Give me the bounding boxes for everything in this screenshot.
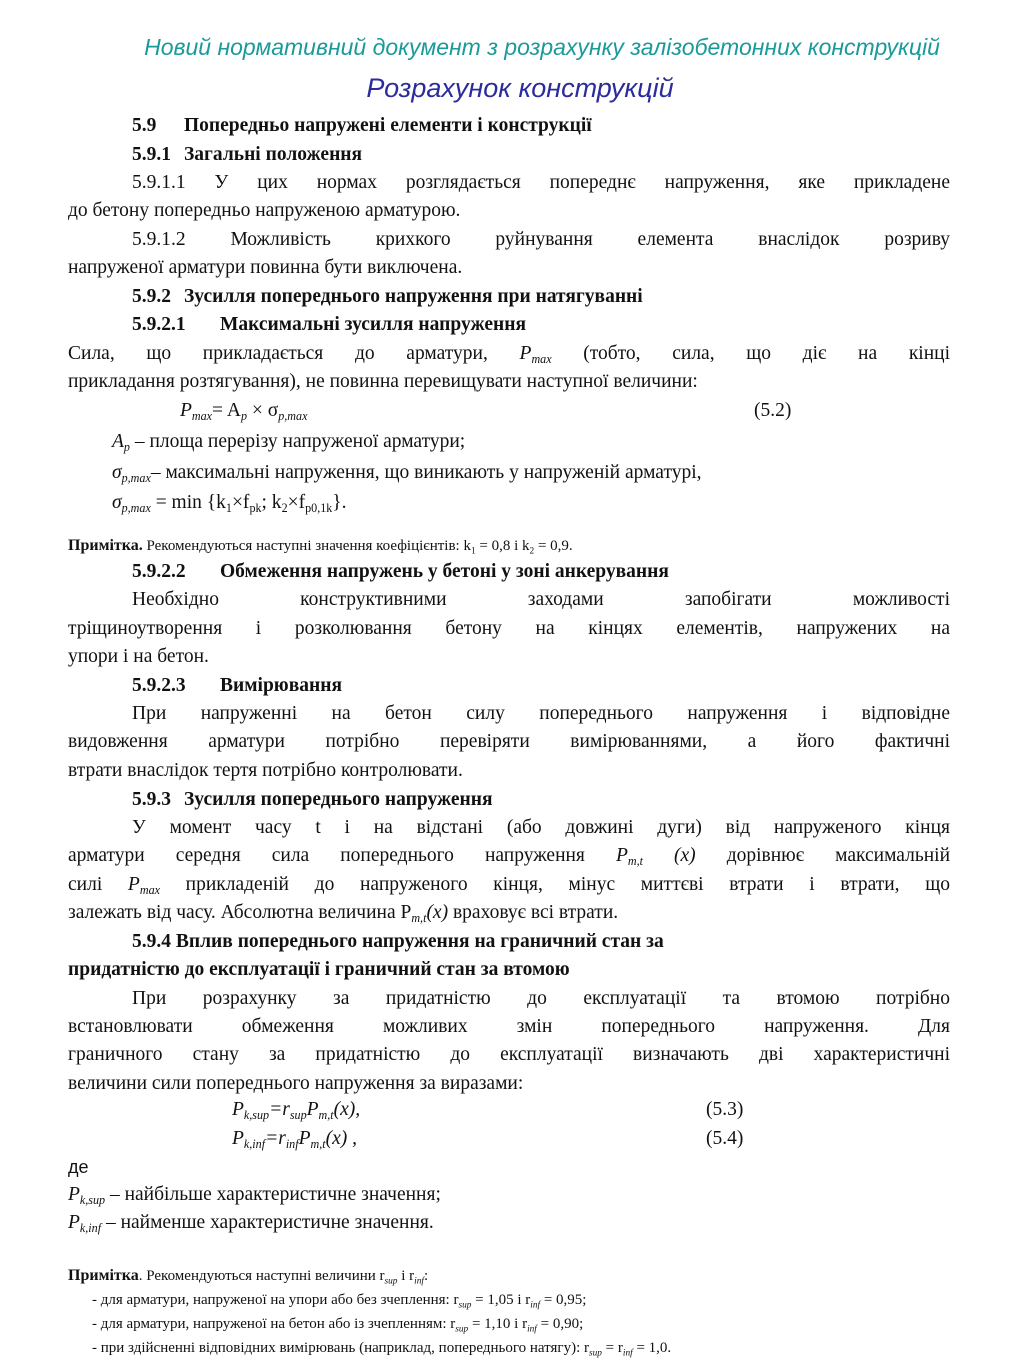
equation-number: (5.4)	[706, 1128, 744, 1149]
section-5-9-4-heading: 5.9.4 Вплив попереднього напруження на граничний стан за	[132, 931, 664, 952]
paragraph-line: видовження арматури потрібно перевіряти вимірюваннями, а його фактичні	[68, 731, 950, 752]
paragraph-line: упори і на бетон.	[68, 646, 209, 667]
paragraph-line: При напруженні на бетон силу попереднього напруження і відповідне	[132, 703, 950, 724]
section-title: Зусилля попереднього напруження при натягуванні	[184, 286, 643, 307]
note-label: Примітка.	[68, 537, 143, 554]
section-5-9-heading	[68, 112, 950, 140]
paragraph-line: Необхідно конструктивними заходами запобігати можливості	[132, 589, 950, 610]
where-label: де	[68, 1157, 89, 1177]
definition-sigma: $\sigma_{p,max}-$ максимальні напруження, що виникають у напруженій арматурі,	[112, 462, 702, 486]
text-run: (тобто, сила, що діє на кінці	[583, 343, 951, 364]
section-5-9-2-1-heading	[68, 311, 950, 339]
section-5-9-1-heading	[68, 141, 950, 169]
note-label: Примітка	[68, 1267, 139, 1284]
paragraph-line: При розрахунку за придатністю до експлуатації та втомою потрібно	[132, 988, 950, 1009]
section-title: Обмеження напружень у бетоні у зоні анкерування	[220, 561, 669, 582]
section-number: 5.9.2.3	[132, 675, 186, 696]
definition-pk-inf: $P_{k,inf}$ – найменше характеристичне значення.	[68, 1212, 434, 1236]
paragraph-line: арматури середня сила попереднього напруження $P_{m,t}$ (x) дорівнює максимальній	[68, 845, 951, 869]
paragraph-line: втрати внаслідок тертя потрібно контролювати.	[68, 760, 463, 781]
section-number: 5.9.2	[132, 286, 171, 307]
section-title: Максимальні зусилля напруження	[220, 314, 527, 335]
note-list-item: - при здійсненні відповідних вимірювань (наприклад, попереднього натягу): $r_{sup} = r_{inf} = 1,0$.	[92, 1340, 672, 1359]
section-5-9-4-heading-cont: придатністю до експлуатації і граничний стан за втомою	[68, 959, 570, 980]
section-5-9-2-2-heading	[68, 558, 950, 586]
section-number: 5.9.2.2	[132, 561, 186, 582]
definition-ap: $A_p$ – площа перерізу напруженої арматури;	[112, 431, 466, 455]
note-coefficients: Примітка. Рекомендуються наступні значення коефіцієнтів: $k_1 = 0,8$ і $k_2 = 0,9$.	[68, 537, 573, 557]
definition-pk-sup: $P_{k,sup}$ – найбільше характеристичне значення;	[68, 1184, 441, 1208]
document-header-title: Новий нормативний документ з розрахунку залізобетонних конструкцій	[144, 34, 940, 60]
document-header-subtitle: Розрахунок конструкцій	[366, 73, 674, 103]
equation-body: $P_{k,inf}=r_{inf}P_{m,t}(x)$ ,	[232, 1128, 358, 1152]
symbol-pmt: $P_{m,t}$ (x)	[615, 845, 696, 869]
section-title: Вимірювання	[220, 675, 342, 696]
section-5-9-2-heading	[68, 283, 950, 311]
paragraph-line: 5.9.1.2 Можливість крихкого руйнування елемента внаслідок розриву	[132, 229, 950, 250]
paragraph-line: тріщиноутворення і розколювання бетону на кінцях елементів, напружених на	[68, 618, 950, 639]
paragraph-line: прикладання розтягування), не повинна перевищувати наступної величини:	[68, 371, 698, 392]
paragraph-line: залежать від часу. Абсолютна величина $P_{m,t}(x)$ враховує всі втрати.	[68, 902, 619, 926]
paragraph-line: граничного стану за придатністю до експлуатації визначають дві характеристичні	[68, 1044, 950, 1065]
paragraph-line: У момент часу t і на відстані (або довжині дуги) від напруженого кінця	[132, 817, 950, 838]
section-number: 5.9.3	[132, 789, 171, 810]
equation-number: (5.3)	[706, 1099, 744, 1120]
section-number: 5.9.1	[132, 144, 171, 165]
symbol-pmax: $P_{max}$	[519, 343, 552, 367]
paragraph-line: 5.9.1.1 У цих нормах розглядається попереднє напруження, яке прикладене	[132, 172, 950, 193]
paragraph-line: величини сили попереднього напруження за виразами:	[68, 1073, 524, 1094]
paragraph-line: напруженої арматури повинна бути виключена.	[68, 257, 463, 278]
note-r-values: Примітка. Рекомендуються наступні величини $r_{sup}$ і $r_{inf}$:	[68, 1267, 429, 1287]
section-5-9-3-heading	[68, 786, 950, 814]
section-number: 5.9.2.1	[132, 314, 186, 335]
paragraph-line: до бетону попередньо напруженою арматурою.	[68, 200, 461, 221]
note-list-item: - для арматури, напруженої на бетон або із зчепленням: $r_{sup} = 1,10$ і $r_{inf} = 0,90$;	[92, 1316, 584, 1335]
equation-number: (5.2)	[754, 400, 792, 421]
section-5-9-2-3-heading	[68, 672, 950, 700]
equation-body: $P_{k,sup}=r_{sup}P_{m,t}(x)$,	[232, 1099, 361, 1123]
paragraph-line: встановлювати обмеження можливих змін попереднього напруження. Для	[68, 1016, 950, 1037]
section-title: Попередньо напружені елементи і конструкції	[184, 115, 592, 136]
equation-body: $P_{max}= A_p \times \sigma_{p,max}$	[180, 400, 308, 424]
paragraph-line: силі $P_{max}$ прикладеній до напруженого кінця, мінус миттєві втрати і втрати, що	[68, 874, 950, 898]
note-list-item: - для арматури, напруженої на упори або без зчеплення: $r_{sup} = 1,05$ і $r_{inf} = 0,95$;	[92, 1292, 587, 1311]
definition-sigma-min: $\sigma_{p,max} = \min \{k_1\times f_{pk}$; $k_2\times f_{p0,1k}$}.	[112, 492, 347, 516]
section-number: 5.9	[132, 115, 157, 136]
section-title: Зусилля попереднього напруження	[184, 789, 493, 810]
text-run: Сила, що прикладається до арматури,	[68, 343, 488, 364]
section-title: Загальні положення	[184, 144, 363, 165]
